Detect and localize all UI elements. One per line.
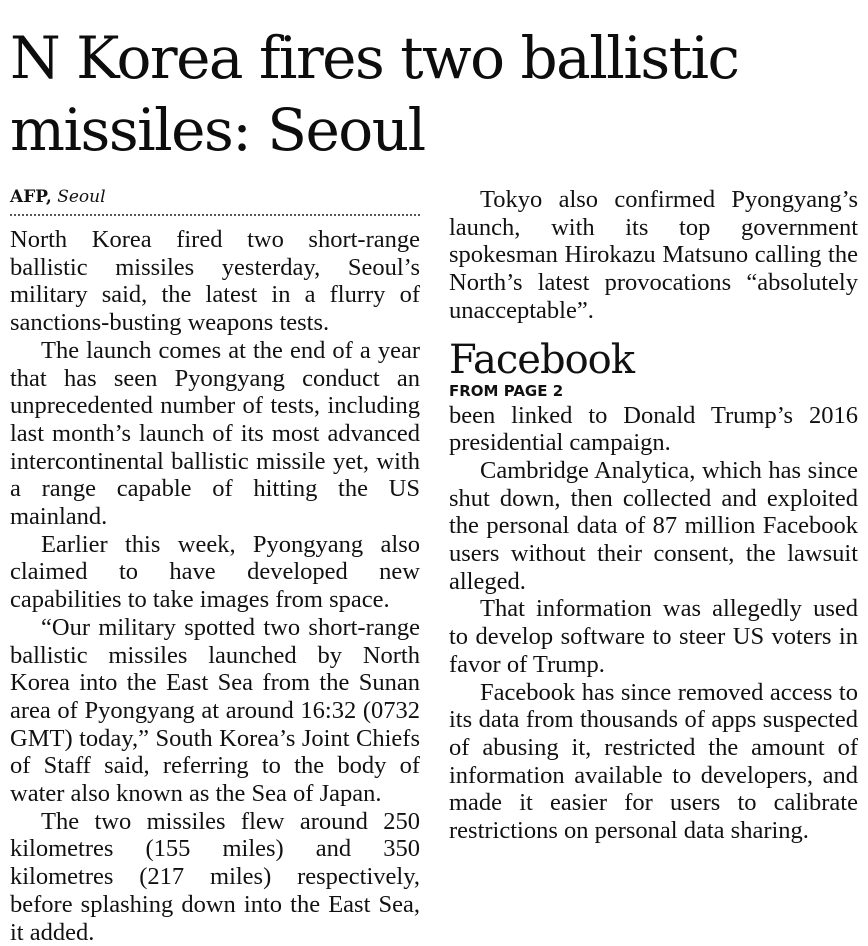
article-paragraph: The two missiles flew around 250 kilometres (155 miles) and 350 kilometres (217 miles) respectively, before splashing down into the East Sea, it added. bbox=[10, 807, 420, 946]
article-paragraph: Cambridge Analytica, which has since shut down, then collected and exploited the personal data of 87 million Facebook users without their consent, the lawsuit alleged. bbox=[449, 456, 858, 595]
article-paragraph: The launch comes at the end of a year that has seen Pyongyang conduct an unprecedented number of tests, including last month’s launch of its most advanced intercontinental ballistic missile yet, with a range capable of hitting the US mainland. bbox=[10, 336, 420, 531]
jump-line: FROM PAGE 2 bbox=[449, 381, 564, 400]
article-column-right bbox=[449, 186, 858, 845]
facebook-story-heading: Facebook bbox=[449, 336, 634, 383]
article-column-left bbox=[10, 186, 420, 946]
article-paragraph: “Our military spotted two short-range ballistic missiles launched by North Korea into the East Sea from the Sunan area of Pyongyang at around 16:32 (0732 GMT) today,” South Korea’s Joint Chiefs of Staff said, referring to the body of water also known as the Sea of Japan. bbox=[10, 613, 420, 808]
headline: N Korea fires two ballistic missiles: Seoul bbox=[10, 24, 739, 164]
byline-agency: AFP, bbox=[10, 187, 52, 207]
article-paragraph: That information was allegedly used to develop software to steer US voters in favor of Trump. bbox=[449, 595, 858, 678]
byline-location: Seoul bbox=[57, 187, 106, 207]
byline bbox=[10, 186, 420, 216]
article-paragraph: Earlier this week, Pyongyang also claimed to have developed new capabilities to take images from space. bbox=[10, 530, 420, 614]
article-paragraph: Tokyo also confirmed Pyongyang’s launch, with its top government spokesman Hirokazu Matsuno calling the North’s latest provocations “absolutely unacceptable”. bbox=[449, 186, 858, 324]
article-paragraph: been linked to Donald Trump’s 2016 presidential campaign. bbox=[449, 401, 858, 457]
article-paragraph: Facebook has since removed access to its data from thousands of apps suspected of abusing it, restricted the amount of information available to developers, and made it easier for users to calibrate restrictions on personal data sharing. bbox=[449, 678, 858, 845]
article-paragraph: North Korea fired two short-range ballistic missiles yesterday, Seoul’s military said, the latest in a flurry of sanctions-busting weapons tests. bbox=[10, 226, 420, 337]
